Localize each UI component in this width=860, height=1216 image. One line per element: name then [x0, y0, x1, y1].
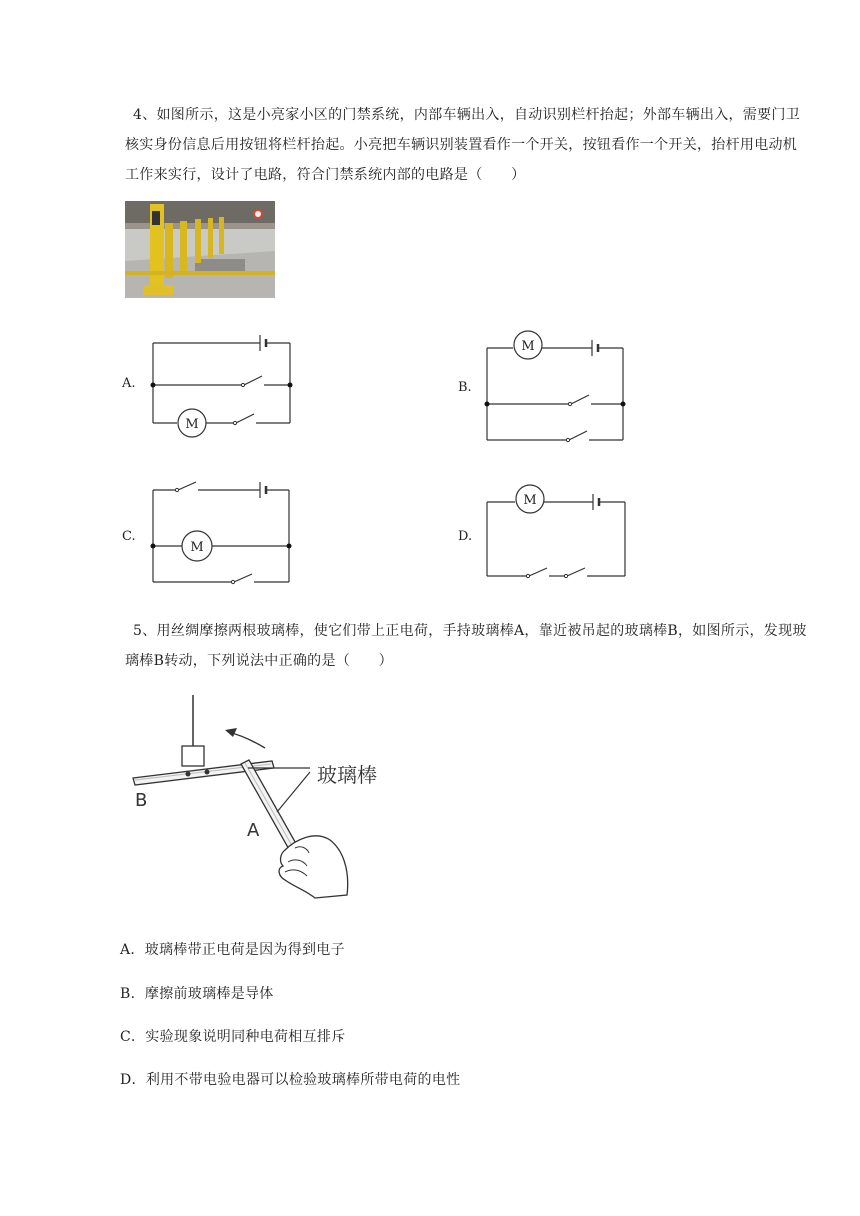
- motor-symbol: M: [523, 493, 537, 508]
- choice-b[interactable]: B．摩擦前玻璃棒是导体: [120, 986, 274, 1002]
- choice-c[interactable]: C．实验现象说明同种电荷相互排斥: [120, 1029, 346, 1045]
- motor-symbol: M: [190, 540, 204, 555]
- circuit-diagram-b: [475, 330, 635, 446]
- option-c-label[interactable]: C.: [122, 529, 136, 544]
- option-d-label[interactable]: D.: [458, 529, 473, 544]
- gate-photo: [125, 201, 275, 298]
- question-4-text: [125, 100, 810, 190]
- glass-rod-figure: [125, 690, 395, 905]
- circuit-diagram-a: [140, 330, 300, 440]
- motor-symbol: M: [521, 339, 535, 354]
- circuit-diagram-c: [140, 476, 300, 588]
- option-b-label[interactable]: B.: [458, 380, 472, 395]
- question-5-body: 5、用丝绸摩擦两根玻璃棒，使它们带上正电荷，手持玻璃棒A，靠近被吊起的玻璃棒B，如图所示，发现玻璃棒B转动，下列说法中正确的是（ ）: [125, 623, 807, 669]
- circuit-diagram-d: [475, 482, 635, 582]
- glass-rod-label: 玻璃棒: [317, 763, 377, 787]
- motor-symbol: M: [185, 417, 199, 432]
- choice-a[interactable]: A．玻璃棒带正电荷是因为得到电子: [120, 942, 345, 958]
- choice-d[interactable]: D．利用不带电验电器可以检验玻璃棒所带电荷的电性: [120, 1072, 461, 1088]
- question-5-text: [125, 616, 810, 676]
- rod-a-label: A: [247, 820, 260, 841]
- option-a-label[interactable]: A.: [122, 376, 136, 391]
- question-4-body: 4、如图所示，这是小亮家小区的门禁系统，内部车辆出入，自动识别栏杆抬起；外部车辆出入，需要门卫核实身份信息后用按钮将栏杆抬起。小亮把车辆识别装置看作一个开关，按钮看作一个开关，抬杆用电动机工作来实行，设计了电路，符合门禁系统内部的电路是（ ）: [125, 107, 801, 183]
- rod-b-label: B: [135, 790, 148, 811]
